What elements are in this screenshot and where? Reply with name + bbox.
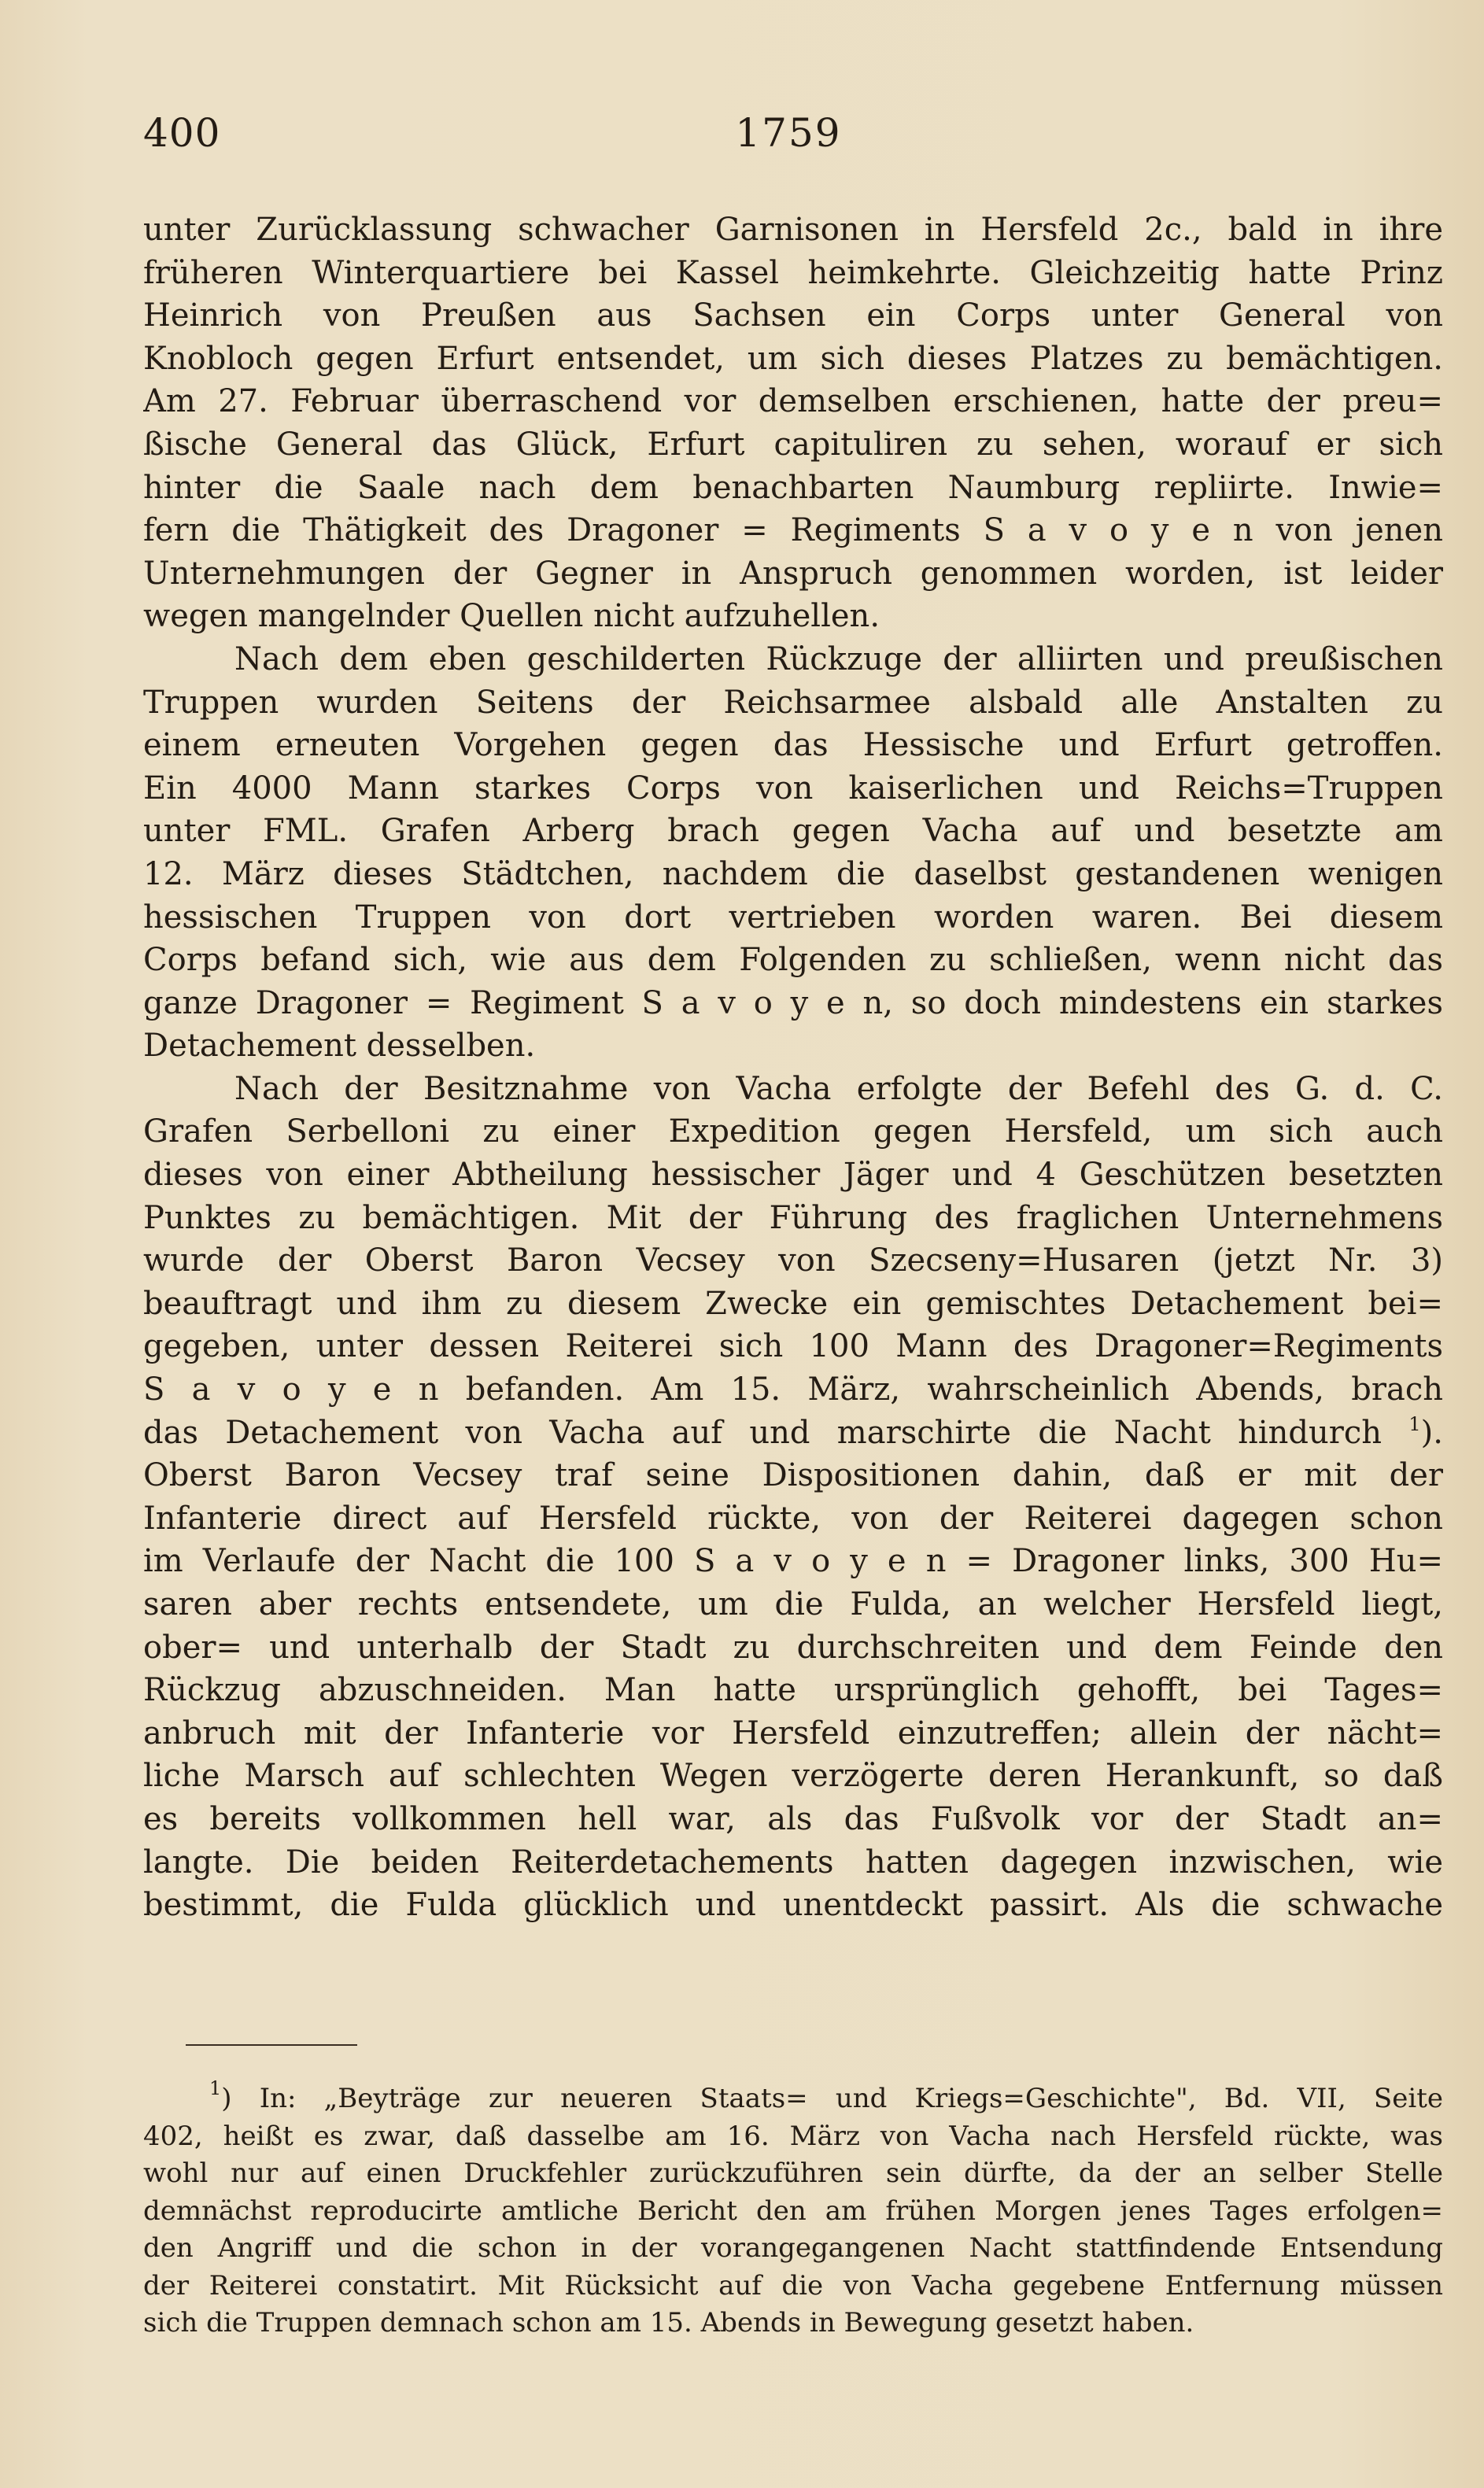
paragraph-2 [143, 638, 1443, 1068]
text-line: S a v o y e n befanden. Am 15. März, wahrscheinlich Abends, brach [143, 1371, 1443, 1408]
text-line: beauftragt und ihm zu diesem Zwecke ein gemischtes Detachement bei= [143, 1285, 1443, 1322]
paragraph-1 [143, 209, 1443, 638]
text-line: Detachement desselben. [143, 1028, 536, 1065]
footnote-line: demnächst reproducirte amtliche Bericht den am frühen Morgen jenes Tages erfolgen= [143, 2195, 1443, 2227]
text-fragment: ) In: „Beyträge zur neueren Staats= und Kriegs=Geschichte", Bd. VII, Seite [221, 2083, 1443, 2114]
text-line: hinter die Saale nach dem benachbarten Naumburg repliirte. Inwie= [143, 469, 1443, 506]
text-line-with-footnote-ref [143, 1412, 1443, 1455]
text-line: liche Marsch auf schlechten Wegen verzögerte deren Herankunft, so daß [143, 1758, 1443, 1795]
text-line: ober= und unterhalb der Stadt zu durchschreiten und dem Feinde den [143, 1629, 1443, 1666]
paragraph-3 [143, 1068, 1443, 1927]
text-line: es bereits vollkommen hell war, als das Fußvolk vor der Stadt an= [143, 1800, 1443, 1837]
text-line: Corps befand sich, wie aus dem Folgenden zu schließen, wenn nicht das [143, 942, 1443, 979]
text-line: unter Zurücklassung schwacher Garnisonen in Hersfeld 2c., bald in ihre [143, 212, 1443, 248]
footnote-line [143, 2080, 1443, 2118]
footnote-line: den Angriff und die schon in der vorangegangenen Nacht stattfindende Entsendung [143, 2232, 1443, 2264]
text-line: einem erneuten Vorgehen gegen das Hessische und Erfurt getroffen. [143, 727, 1443, 764]
text-fragment: das Detachement von Vacha auf und marschirte die Nacht hindurch [143, 1414, 1382, 1451]
text-line: im Verlaufe der Nacht die 100 S a v o y e n = Dragoner links, 300 Hu= [143, 1543, 1443, 1580]
text-line: Nach dem eben geschilderten Rückzuge der alliirten und preußischen [234, 640, 1443, 677]
text-line: langte. Die beiden Reiterdetachements hatten dagegen inzwischen, wie [143, 1844, 1443, 1881]
text-line: Grafen Serbelloni zu einer Expedition gegen Hersfeld, um sich auch [143, 1113, 1443, 1150]
text-line: Punktes zu bemächtigen. Mit der Führung des fraglichen Unternehmens [143, 1199, 1443, 1236]
footnote-marker: 1 [209, 2080, 222, 2099]
text-line: dieses von einer Abtheilung hessischer Jäger und 4 Geschützen besetzten [143, 1157, 1443, 1194]
text-line: Oberst Baron Vecsey traf seine Dispositionen dahin, daß er mit der [143, 1457, 1443, 1494]
footnote [143, 2080, 1443, 2342]
text-line: Nach der Besitznahme von Vacha erfolgte der Befehl des G. d. C. [234, 1070, 1443, 1107]
body-text [143, 209, 1443, 1927]
text-line: Unternehmungen der Gegner in Anspruch genommen worden, ist leider [143, 555, 1443, 592]
text-line: Am 27. Februar überraschend vor demselben erschienen, hatte der preu= [143, 383, 1443, 420]
text-line: ßische General das Glück, Erfurt capituliren zu sehen, worauf er sich [143, 426, 1443, 463]
text-line: Truppen wurden Seitens der Reichsarmee alsbald alle Anstalten zu [143, 684, 1443, 721]
page-number: 400 [143, 110, 221, 156]
footnote-divider [186, 2044, 357, 2046]
text-line: Knobloch gegen Erfurt entsendet, um sich dieses Platzes zu bemächtigen. [143, 340, 1443, 377]
text-line: Ein 4000 Mann starkes Corps von kaiserlichen und Reichs=Truppen [143, 770, 1443, 807]
text-fragment: ). [1420, 1414, 1443, 1451]
footnote-line: der Reiterei constatirt. Mit Rücksicht auf die von Vacha gegebene Entfernung müssen [143, 2269, 1443, 2302]
text-line: wegen mangelnder Quellen nicht aufzuhellen. [143, 598, 880, 635]
text-line: hessischen Truppen von dort vertrieben worden waren. Bei diesem [143, 899, 1443, 936]
footnote-line: 402, heißt es zwar, daß dasselbe am 16. März von Vacha nach Hersfeld rückte, was [143, 2120, 1443, 2152]
text-line: Infanterie direct auf Hersfeld rückte, von der Reiterei dagegen schon [143, 1500, 1443, 1537]
footnote-line: wohl nur auf einen Druckfehler zurückzuführen sein dürfte, da der an selber Stelle [143, 2158, 1443, 2189]
text-line: Rückzug abzuschneiden. Man hatte ursprünglich gehofft, bei Tages= [143, 1672, 1443, 1709]
text-line: gegeben, unter dessen Reiterei sich 100 Mann des Dragoner=Regiments [143, 1328, 1443, 1365]
text-line: Heinrich von Preußen aus Sachsen ein Corps unter General von [143, 297, 1443, 334]
text-line: 12. März dieses Städtchen, nachdem die daselbst gestandenen wenigen [143, 855, 1443, 892]
page-header [143, 110, 1434, 165]
text-line: anbruch mit der Infanterie vor Hersfeld einzutreffen; allein der nächt= [143, 1715, 1443, 1752]
text-line: wurde der Oberst Baron Vecsey von Szecseny=Husaren (jetzt Nr. 3) [143, 1242, 1443, 1279]
text-line: ganze Dragoner = Regiment S a v o y e n, so doch mindestens ein starkes [143, 984, 1443, 1021]
footnote-line: sich die Truppen demnach schon am 15. Abends in Bewegung gesetzt haben. [143, 2307, 1194, 2338]
text-line: fern die Thätigkeit des Dragoner = Regiments S a v o y e n von jenen [143, 512, 1443, 549]
text-line: früheren Winterquartiere bei Kassel heimkehrte. Gleichzeitig hatte Prinz [143, 254, 1443, 291]
text-line: saren aber rechts entsendete, um die Fulda, an welcher Hersfeld liegt, [143, 1586, 1443, 1622]
text-line: unter FML. Grafen Arberg brach gegen Vacha auf und besetzte am [143, 813, 1443, 850]
text-line: bestimmt, die Fulda glücklich und unentdeckt passirt. Als die schwache [143, 1887, 1443, 1924]
running-head-year: 1759 [735, 110, 842, 156]
footnote-reference[interactable]: 1 [1408, 1412, 1421, 1435]
